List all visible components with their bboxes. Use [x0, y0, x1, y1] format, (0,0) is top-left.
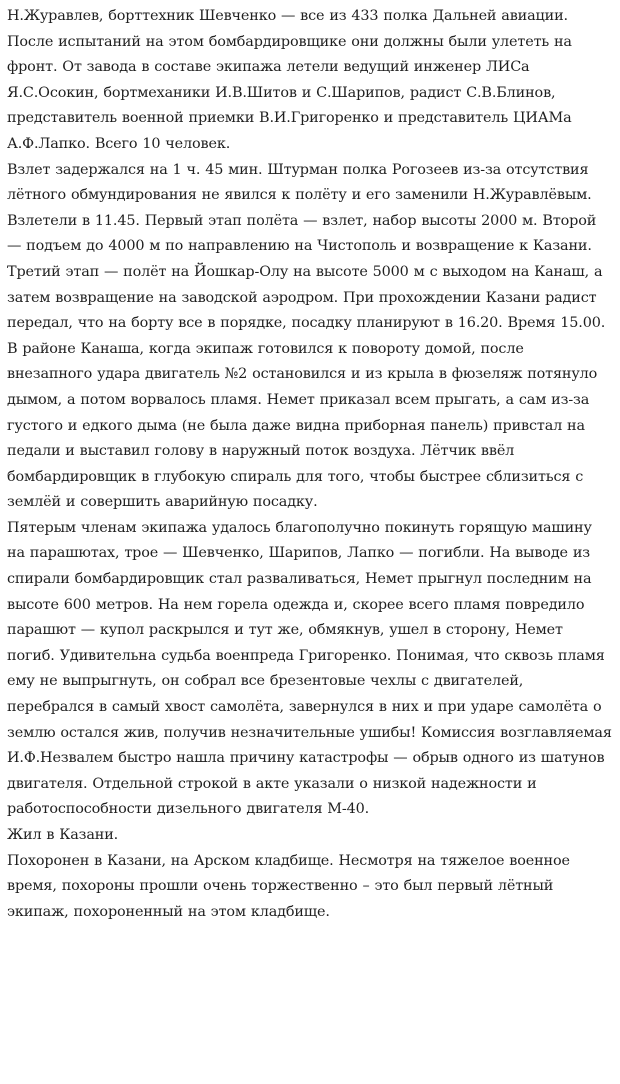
paragraph-flight: Взлет задержался на 1 ч. 45 мин. Штурман полка Рогозеев из-за отсутствия лётного обмундирования не явился к полёту и его заменили Н.Журавлёвым. Взлетели в 11.45. Первый этап полёта — взлет, набор высоты 2000 м. Второй — подъем до 4000 м по направлению на Чистополь и возвращение к Казани. Третий этап — полёт на Йошкар-Олу на высоте 5000 м с выходом на Канаш, а затем возвращение на заводской аэродром. При прохождении Казани радист передал, что на борту все в порядке, посадку планируют в 16.20. Время 15.00. В районе Канаша, когда экипаж готовился к повороту домой, после внезапного удара двигатель №2 остановился и из крыла в фюзеляж потянуло дымом, а потом ворвалось пламя. Немет приказал всем прыгать, а сам из-за густого и едкого дыма (не была даже видна приборная панель) привстал на педали и выставил голову в наружный поток воздуха. Лётчик ввёл бомбардировщик в глубокую спираль для того, чтобы быстрее сблизиться с землёй и совершить аварийную посадку. [7, 161, 606, 511]
paragraph-crew: Н.Журавлев, борттехник Шевченко — все из 433 полка Дальней авиации. После испытаний на этом бомбардировщике они должны были улететь на фронт. От завода в составе экипажа летели ведущий инженер ЛИСа Я.С.Осокин, бортмеханики И.В.Шитов и С.Шарипов, радист С.В.Блинов, представитель военной приемки В.И.Григоренко и представитель ЦИАМа А.Ф.Лапко. Всего 10 человек. [7, 8, 572, 152]
paragraph-burial: Похоронен в Казани, на Арском кладбище. Несмотря на тяжелое военное время, похороны прошли очень торжественно – это был первый лётный экипаж, похороненный на этом кладбище. [7, 852, 570, 920]
paragraph-crash: Пятерым членам экипажа удалось благополучно покинуть горящую машину на парашютах, трое — Шевченко, Шарипов, Лапко — погибли. На выводе из спирали бомбардировщик стал разваливаться, Немет прыгнул последним на высоте 600 метров. На нем горела одежда и, скорее всего пламя повредило парашют — купол раскрылся и тут же, обмякнув, ушел в сторону, Немет погиб. Удивительна судьба военпреда Григоренко. Понимая, что сквозь пламя ему не выпрыгнуть, он собрал все брезентовые чехлы с двигателей, перебрался в самый хвост самолёта, завернулся в них и при ударе самолёта о землю остался жив, получив незначительные ушибы! Комиссия возглавляемая И.Ф.Незвалем быстро нашла причину катастрофы — обрыв одного из шатунов двигателя. Отдельной строкой в акте указали о низкой надежности и работоспособности дизельного двигателя М-40. [7, 519, 612, 818]
paragraph-residence: Жил в Казани. [7, 827, 119, 843]
